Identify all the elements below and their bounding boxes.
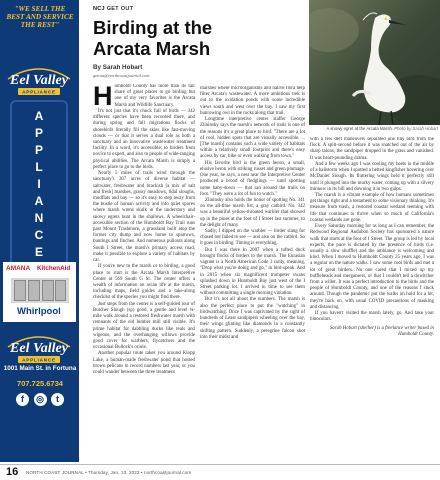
ad-address: 1001 Main St. in Fortuna [3, 365, 77, 372]
svg-text:Eel Valley: Eel Valley [10, 341, 68, 356]
twitter-icon[interactable]: t [51, 393, 64, 406]
paragraph: Just steps from the center is a self-guided tour of Butcher Slough (sp) good, a gentle and level ¾-mile walk around a restored freshwater marsh with remnants of the old lumber mill still visible. It's prime habitat for dabbling ducks like teals and wigeons, and the overhanging willows provide good cover for warblers, flycatchers and the occasional Bullock's oriole. [93, 301, 195, 351]
paragraph: marshes where microorganisms and native flora help filter Arcata's wastewater. A more ambitious trek is out to the oxidation ponds with some incredible views south and west over the bay. I saw my first bunrowing owl in the rocks along that trail. [200, 86, 305, 116]
article-column-3 [310, 137, 434, 459]
footer-text: NORTH COAST JOURNAL • Thursday, Jan. 13, 2022 • northcoastjournal.com [26, 470, 192, 475]
ad-phone[interactable]: 707.725.6734 [17, 379, 63, 388]
paragraph: If you haven't visited the marsh lately, go. And take your binoculars. [310, 311, 434, 323]
ad-vertical-letter: E [34, 245, 43, 259]
paragraph: with a few deft maneuvers separated one tiny bird from the flock. A split-second before it was snatched out of the air by sharp talons, the sandpiper dropped in the grass and vanished. It was heart-pounding drama. [310, 137, 434, 161]
ad-vertical-letter: A [34, 109, 44, 123]
ad-vertical-letter: N [34, 211, 44, 225]
eel-valley-logo [4, 57, 74, 97]
paragraph: The marsh is a vibrant example of how humans sometimes get things right and a testament to some visionary thinking. It's treasure from trash, a restored coastal wetland teeming with life that continues to thrive when so much of California's coastal wetlands are gone. [310, 192, 434, 223]
byline-email[interactable]: getout@northcoastjournal.com [93, 73, 150, 78]
article-headline: Birding at the Arcata Marsh [93, 17, 213, 59]
paragraph: But I was there in 2007 when a tufted duck brought flocks of birders to the marsh. The Eurasian vagrant is a North American Code 3 rarity, meaning, "Drop what you're doing and go," in bird-speak. And in 2015 when six magnificent trumpeter swans splashed down in Humboldt Bay just west of the I Street parking lot. I arrived in time to see them without committing a single morning violation. [200, 247, 305, 297]
drop-cap: H [93, 84, 113, 111]
svg-text:Eel Valley: Eel Valley [10, 73, 68, 88]
svg-text:APPLIANCE: APPLIANCE [22, 357, 56, 363]
article-column-2 [200, 86, 305, 459]
ad-tagline: "WE SELL THE BEST AND SERVICE THE REST" [6, 5, 74, 30]
paragraph: Another popular route takes you around Klopp Lake, a human-made freshwater pond that hosted brown pelicans in record numbers last year, or you could wander between the three treatment [93, 351, 195, 376]
ad-vertical-letter: I [37, 177, 41, 191]
photo-caption: A snowy egret at the Arcata Marsh. Photo by Sarah Hobart [326, 126, 438, 131]
whirlpool-logo: Whirlpool [17, 306, 61, 317]
page-footer [0, 464, 440, 480]
paragraph: His favorite bird is the green heron, a small, elusive heron with striking russet and green plumage. One year, he says, a nest near the Interpretive Center produced a brood of fledglings — until sporting some baby-down — that ran around the trails on foot. "They were a lot of fun to watch." [200, 160, 305, 197]
facebook-icon[interactable]: f [16, 393, 29, 406]
eel-valley-logo-bottom [4, 325, 74, 365]
instagram-icon[interactable]: ◎ [34, 393, 47, 406]
author-bio: Sarah Hobart (she/her) is a freelance writer based in Humboldt County. [329, 325, 434, 337]
paragraph: It's not just that it's chock full of birds — 342 different species have been recorded there, and during spring and fall migrations flocks of shorebirds literally fill the skies like fast-moving clouds — or that it serves a dual role as both a sanctuary and an innovative wastewater treatment facility. In a word, it's accessible: to birders from novice to expert, and also to people of wide-ranging physical abilities. The Arcata Marsh is simply a perfect place to go to the birds. [93, 108, 195, 170]
amana-logo: AMANA [6, 265, 31, 272]
appliance-advertisement[interactable] [0, 0, 79, 462]
kitchenaid-logo: KitchenAid [37, 265, 71, 272]
paragraph: Sadly, I dipped on the warbler — birder slang for chased but failed to see — and also on the catbird. So it goes in birding. Timing is everything. [200, 229, 305, 247]
ad-vertical-letter: A [34, 194, 44, 208]
paragraph: Nearly 5 miles of trails wind through the sanctuary's 307 acres of diverse habitat — saltwater, freshwater and brackish [a mix of salt and fresh] marshes, grassy meadows, tidal sloughs, mudflats and bay — so it's easy to step away from the bustle of human activity and into quiet spaces where marsh wrens skulk in the understory and snowy egrets hunt in the shallows. A wheelchair-accessible section of the Humboldt Bay Trail runs past Mount Trashmore, a grassland built atop the former city dump and now home to sparrows, buntings and finches. And numerous pullouts along South I Street, the marsh's primary access road, make it possible to explore a variety of habitats by car. [93, 171, 195, 264]
ad-vertical-word [18, 108, 60, 258]
appliance-image [11, 278, 69, 303]
paragraph: Longtime interpretive center staffer George Zlininsky says the marsh's network of trails is one of the reasons it's a great place to bird. "There are a lot of cool, hidden spots that are visually accessible. ... [The marsh] contains such a wide variety of habitats within a relatively small footprint and there's easy access by car, bike or even walking from town." [200, 117, 305, 160]
section-label: NCJ GET OUT [93, 6, 134, 12]
ad-vertical-letter: P [34, 143, 43, 157]
byline: By Sarah Hobart [93, 64, 143, 71]
ad-vertical-letter: L [35, 160, 43, 174]
footer-rule [0, 464, 440, 465]
svg-text:APPLIANCE: APPLIANCE [22, 89, 56, 95]
ad-vertical-letter: C [34, 228, 44, 242]
paragraph: Zlininsky also holds the honor of spotting No. 341 on the all-time marsh list, a gray catbird. No. 342 was a beautiful yellow-throated warbler that showed up in the pines at the foot of I Street last summer, to the delight of many. [200, 197, 305, 228]
paragraph: If you're new to the marsh or to birding, a good place to start is the Arcata Marsh Interpretive Center at 569 South G St. The center offers a wealth of information on avian life at the marsh, including maps, field guides and a take-along checklist of the species you might find there. [93, 264, 195, 301]
egret-photo [309, 0, 440, 125]
article-column-1: Humboldt County has more than its fair share of great places to go birding but one of my very favorites is the Arcata Marsh and Wildlife Sanctuary. It's not just that it's chock full of birds — 342 different species have been recorded there, and during spring and fall migrations flocks of shorebirds literally fill the skies like fast-moving clouds — or that it serves a dual role as both a sanctuary and an innovative wastewater treatment facility. In a word, it's accessible: to birders from novice to expert, and also to people of wide-ranging physical abilities. The Arcata Marsh is simply a perfect place to go to the birds. Nearly 5 miles of trails wind through the sanctuary's 307 acres of diverse habitat — saltwater, freshwater and brackish [a mix of salt and fresh] marshes, grassy meadows, tidal sloughs, mudflats and bay — so it's easy to step away from the bustle of human activity and into quiet spaces where marsh wrens skulk in the understory and snowy egrets hunt in the shallows. A wheelchair-accessible section of the Humboldt Bay Trail runs past Mount Trashmore, a grassland built atop the former city dump and now home to sparrows, buntings and finches. And numerous pullouts along South I Street, the marsh's primary access road, make it possible to explore a variety of habitats by car. If you're new to the marsh or to birding, a good place to start is the Arcata Marsh Interpretive Center at 569 South G St. The center offers a wealth of information on avian life at the marsh, including maps, field guides and a take-along checklist of the species you might find there. Just steps from the center is a self-guided tour of Butcher Slough (sp) good, a gentle and level ¾-mile walk around a restored freshwater marsh with remnants of the old lumber mill still visible. It's prime habitat for dabbling ducks like teals and wigeons, and the overhanging willows provide good cover for warblers, flycatchers and the occasional Bullock's oriole. Another popular route takes you around Klopp Lake, a human-made freshwater pond that hosted brown pelicans in record numbers last year, or you could wander between the three treatment [93, 84, 195, 376]
brand-logos [3, 262, 76, 322]
social-icons [16, 393, 64, 406]
paragraph: Every Saturday morning for as long as I can remember, the Redwood Regional Audubon Society has sponsored a nature walk that starts at the foot of I Street. The group is led by local experts, the pace is dictated by the presence of birds (i.e. usually a slow shuffle) and the ambiance is welcoming and kind. When I moved to Humboldt County 25 years ago, I was a regular on the nature walks. I saw some cool birds and met a lot of great birders. No one cared that I mixed up my buffleheads and mergansers, or that I couldn't tell a dowitcher from a willet. It was a perfect introduction to the birds and the people of Humboldt County, and one of the reasons I stuck around. Though the pandemic put the walks on hold for a bit, they're back on, with usual COVID precautions of masking and distancing. [310, 224, 434, 310]
paragraph: But it's not all about the numbers. The marsh is also the perfect place to put the "watching" in birdwatching. Once I was captivated by the sight of hundreds of Least sandpipers wheeling over the bay, their wings glinting like diamonds in a constantly shifting pattern. Suddenly, a peregrine falcon shot into their midst and [200, 297, 305, 340]
page-number: 16 [6, 466, 19, 478]
ad-vertical-letter: P [34, 126, 43, 140]
paragraph: And a few weeks ago I was cooling my heels in the middle of a hailstorm when I spotted a belted kingfisher hovering over McDaniel Slough. Its fluttering wings held it perfectly still until it plunged into the murky water, coming up with a silvery minnow in its bill and downing it in two gulps. [310, 161, 434, 192]
